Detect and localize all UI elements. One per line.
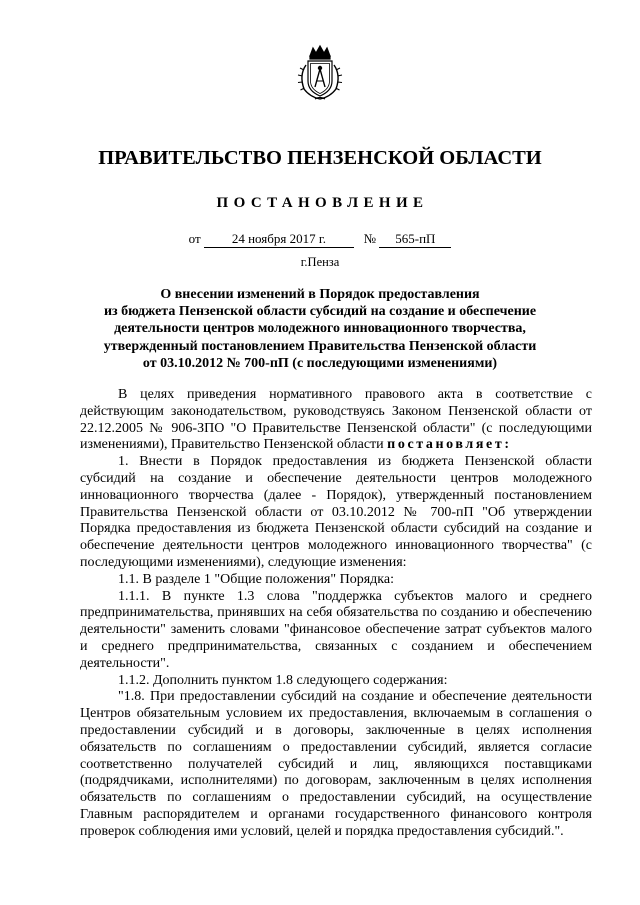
preamble-paragraph xyxy=(80,387,592,454)
coat-of-arms-icon xyxy=(295,43,345,101)
subject-line: из бюджета Пензенской области субсидий на создание и обеспечение xyxy=(103,304,537,320)
paragraph-1-1: 1.1. В разделе 1 "Общие положения" Порядка: xyxy=(118,571,394,587)
subject-line: О внесении изменений в Порядок предоставления xyxy=(160,287,480,302)
city: г.Пенза xyxy=(300,255,340,269)
subject-line: деятельности центров молодежного инновационного творчества, xyxy=(114,321,526,337)
paragraph-1-1-1: 1.1.1. В пункте 1.3 слова "поддержка субъектов малого и среднего предпринимательства, принявших на себя обязательства по созданию и обеспечению деятельности" заменить словами "финансовое обеспечение затрат субъектов малого и среднего предпринимательства, связанных с созданием и обеспечением деятельности". xyxy=(80,588,592,671)
paragraph-1-1-2: 1.1.2. Дополнить пунктом 1.8 следующего содержания: xyxy=(118,672,448,688)
paragraph-1: 1. Внести в Порядок предоставления из бюджета Пензенской области субсидий на создание и обеспечение деятельности центров молодежного инновационного творчества (далее - Порядок), утвержденный постановлением Правительства Пензенской области от 03.10.2012 № 700-пП "Об утверждении Порядка предоставления из бюджета Пензенской области субсидий на создание и обеспечение деятельности центров молодежного инновационного творчества" (с последующими изменениями), следующие изменения: xyxy=(80,454,592,570)
document-body xyxy=(80,387,592,841)
government-title: ПРАВИТЕЛЬСТВО ПЕНЗЕНСКОЙ ОБЛАСТИ xyxy=(98,147,542,169)
document-number: 565-пП xyxy=(379,231,451,248)
resolves-word: постановляет: xyxy=(387,437,512,453)
subject-line: утвержденный постановлением Правительства Пензенской области xyxy=(103,338,537,354)
date-number-line xyxy=(0,231,640,248)
preamble-text: В целях приведения нормативного правового акта в соответствие с действующим законодательством, руководствуясь Законом Пензенской области от 22.12.2005 № 906-ЗПО "О Правительстве Пензенской области" (с последующими изменениями), Правительство Пензенской области xyxy=(80,387,592,453)
date-prefix: от xyxy=(188,231,201,246)
document-subject xyxy=(80,286,560,372)
paragraph-1-8-quote: "1.8. При предоставлении субсидий на создание и обеспечение деятельности Центров обязательным условием их предоставления, включаемым в соглашения о предоставлении субсидий и в договоры, заключенные в целях исполнения обязательств по соглашениям о предоставлении субсидий, является согласие соответственно получателей субсидий и лиц, являющихся поставщиками (подрядчиками, исполнителями) по договорам, заключенным в целях исполнения обязательств по соглашениям о предоставлении субсидий, на осуществление Главным распорядителем и органами государственного финансового контроля проверок соблюдения ими условий, целей и порядка предоставления субсидий.". xyxy=(80,689,592,839)
subject-line: от 03.10.2012 № 700-пП (с последующими изменениями) xyxy=(142,355,498,371)
number-sign: № xyxy=(363,231,377,246)
document-date: 24 ноября 2017 г. xyxy=(204,231,354,248)
document-type: ПОСТАНОВЛЕНИЕ xyxy=(216,195,429,211)
